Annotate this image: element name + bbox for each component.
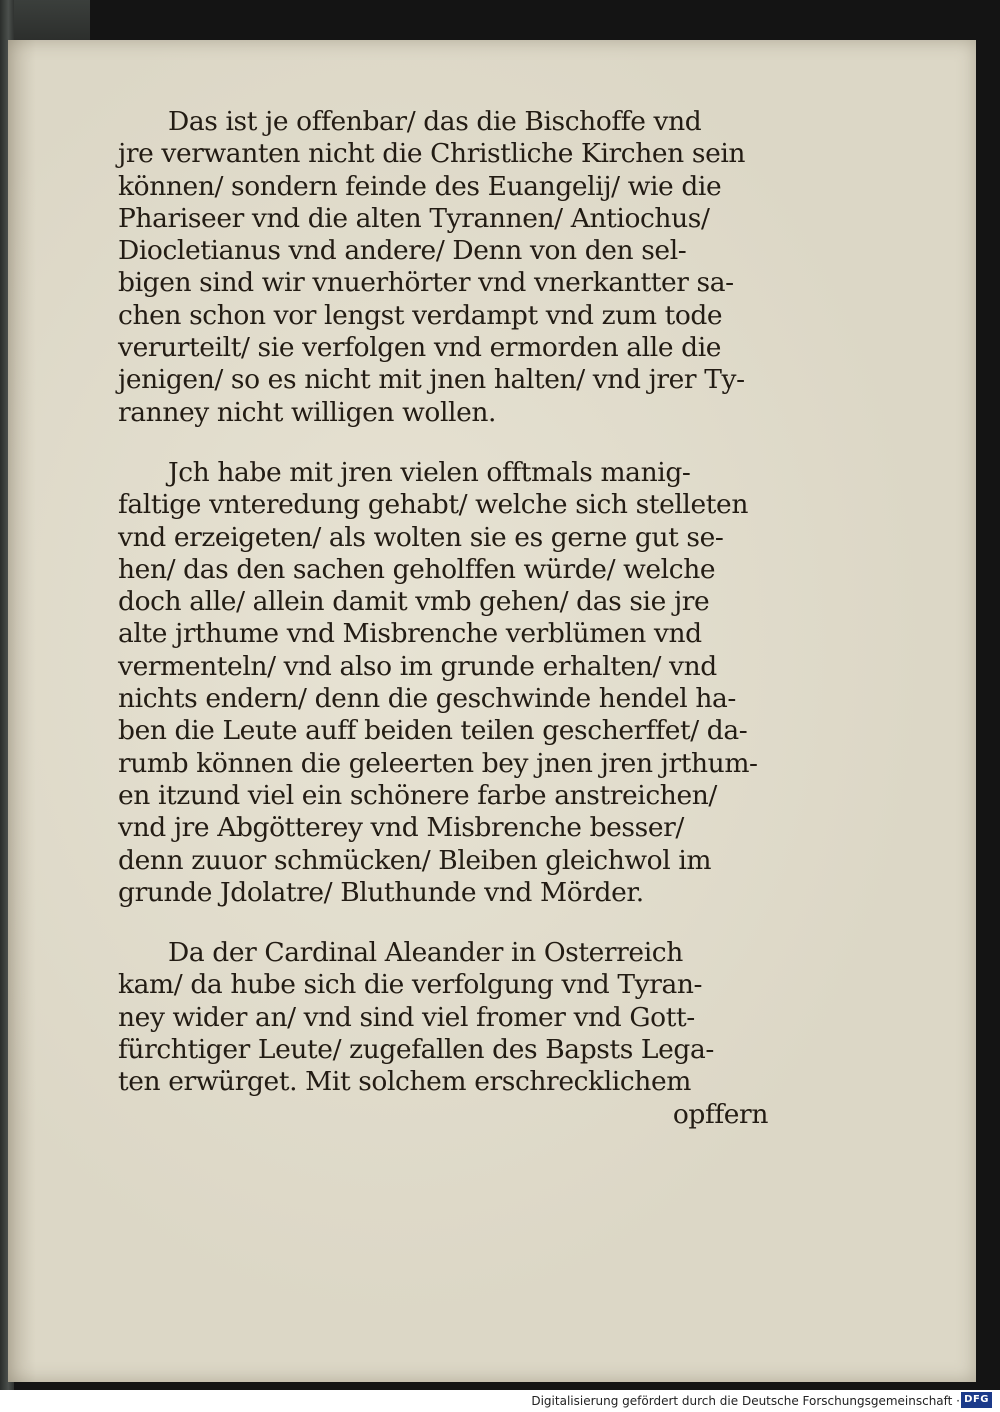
text-line: hen/ das den sachen geholffen würde/ welche	[118, 553, 716, 585]
paragraph-2	[118, 457, 768, 909]
text-line: en itzund viel ein schönere farbe anstreichen/	[118, 779, 717, 811]
digitization-footer	[0, 1390, 1000, 1412]
text-line: rumb können die geleerten bey jnen jren jrthum-	[118, 747, 758, 779]
text-line: fürchtiger Leute/ zugefallen des Bapsts Lega-	[118, 1034, 714, 1066]
text-line: Da der Cardinal Aleander in Osterreich	[168, 937, 683, 969]
text-line: vermenteln/ vnd also im grunde erhalten/ vnd	[118, 650, 717, 682]
text-line: ben die Leute auff beiden teilen gescherffet/ da-	[118, 715, 748, 747]
text-line: doch alle/ allein damit vmb gehen/ das sie jre	[118, 586, 710, 618]
text-line: bigen sind wir vnuerhörter vnd vnerkantter sa-	[118, 267, 734, 299]
text-line: ranney nicht willigen wollen.	[118, 396, 497, 428]
text-line: verurteilt/ sie verfolgen vnd ermorden alle die	[118, 332, 722, 364]
text-line: alte jrthume vnd Misbrenche verblümen vnd	[118, 618, 702, 650]
document-page	[8, 40, 976, 1382]
page-text	[118, 106, 768, 1131]
text-line: ney wider an/ vnd sind viel fromer vnd Gott-	[118, 1001, 695, 1033]
text-line: faltige vnteredung gehabt/ welche sich stelleten	[118, 489, 748, 521]
text-line: jenigen/ so es nicht mit jnen halten/ vnd jrer Ty-	[118, 364, 745, 396]
text-line: Phariseer vnd die alten Tyrannen/ Antiochus/	[118, 202, 710, 234]
text-line: denn zuuor schmücken/ Bleiben gleichwol im	[118, 844, 712, 876]
paragraph-1	[118, 106, 768, 429]
dfg-logo-icon: DFG	[961, 1392, 992, 1408]
text-line: Das ist je offenbar/ das die Bischoffe vnd	[168, 106, 702, 137]
paragraph-3	[118, 937, 768, 1131]
text-line: können/ sondern feinde des Euangelij/ wie die	[118, 170, 722, 202]
text-line: Jch habe mit jren vielen offtmals manig-	[168, 456, 691, 488]
text-line: jre verwanten nicht die Christliche Kirchen sein	[118, 138, 746, 170]
funding-credit: Digitalisierung gefördert durch die Deutsche Forschungsgemeinschaft ·	[531, 1394, 960, 1408]
text-line: grunde Jdolatre/ Bluthunde vnd Mörder.	[118, 876, 644, 908]
text-line: kam/ da hube sich die verfolgung vnd Tyran-	[118, 969, 703, 1001]
text-line: ten erwürget. Mit solchem erschrecklichem	[118, 1066, 691, 1098]
text-line: chen schon vor lengst verdampt vnd zum tode	[118, 299, 723, 331]
text-line: vnd erzeigeten/ als wolten sie es gerne gut se-	[118, 521, 724, 553]
text-line: nichts endern/ denn die geschwinde hendel ha-	[118, 683, 736, 715]
catchword: opffern	[672, 1098, 768, 1130]
text-line: Diocletianus vnd andere/ Denn von den sel-	[118, 235, 687, 267]
text-line: vnd jre Abgötterey vnd Misbrenche besser/	[118, 812, 684, 844]
